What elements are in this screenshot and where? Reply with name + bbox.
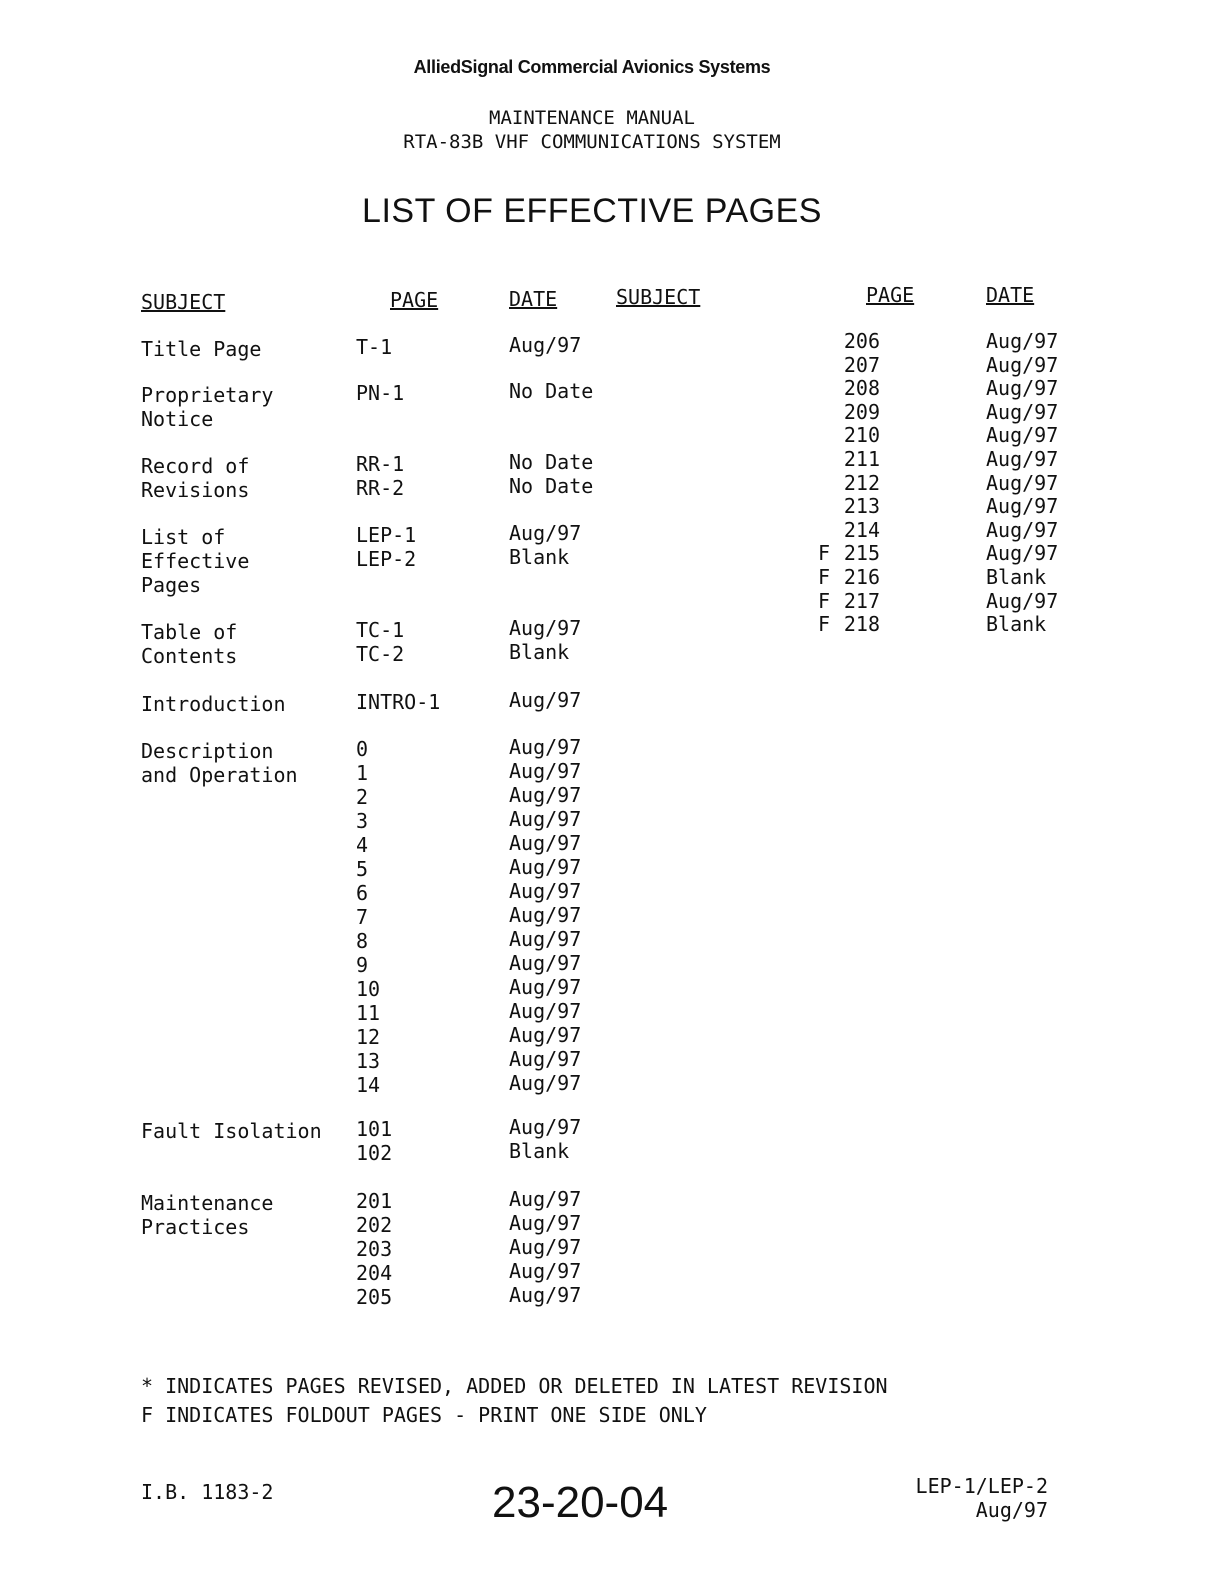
- foldout-note: F INDICATES FOLDOUT PAGES - PRINT ONE SIDE ONLY: [141, 1403, 707, 1427]
- subject-label: Notice: [141, 407, 214, 431]
- page-cell: 213: [843, 494, 880, 518]
- date-cell: Aug/97: [986, 471, 1059, 495]
- page-cell: 5: [356, 857, 369, 881]
- date-cell: Aug/97: [986, 541, 1059, 565]
- page-cell: 218: [843, 612, 880, 636]
- date-cell: Blank: [986, 612, 1047, 636]
- page-title: LIST OF EFFECTIVE PAGES: [362, 192, 822, 230]
- page-cell: 206: [843, 329, 880, 353]
- date-cell: Aug/97: [509, 807, 582, 831]
- page-cell: 2: [356, 785, 369, 809]
- page-cell: 209: [843, 400, 880, 424]
- date-cell: Aug/97: [986, 518, 1059, 542]
- date-cell: Aug/97: [509, 333, 582, 357]
- date-cell: Blank: [509, 1139, 570, 1163]
- page-cell: TC-2: [356, 642, 405, 666]
- foldout-mark: F: [818, 565, 831, 589]
- date-cell: Aug/97: [986, 329, 1059, 353]
- subject-header-left: SUBJECT: [141, 290, 226, 314]
- date-cell: Aug/97: [509, 1259, 582, 1283]
- date-cell: Aug/97: [509, 1187, 582, 1211]
- page-cell: 0: [356, 737, 369, 761]
- date-cell: Aug/97: [509, 1071, 582, 1095]
- page-cell: 210: [843, 423, 880, 447]
- page-cell: 10: [356, 977, 381, 1001]
- date-cell: Aug/97: [509, 521, 582, 545]
- date-cell: Aug/97: [509, 1023, 582, 1047]
- date-cell: Aug/97: [509, 831, 582, 855]
- page-cell: 203: [356, 1237, 393, 1261]
- date-cell: Aug/97: [986, 494, 1059, 518]
- subject-label: Introduction: [141, 692, 286, 716]
- date-cell: Aug/97: [509, 1211, 582, 1235]
- date-cell: Aug/97: [986, 400, 1059, 424]
- date-cell: No Date: [509, 474, 594, 498]
- page-date: Aug/97: [975, 1498, 1048, 1522]
- page-cell: 3: [356, 809, 369, 833]
- date-cell: Aug/97: [986, 376, 1059, 400]
- page-cell: 1: [356, 761, 369, 785]
- subject-label: Practices: [141, 1215, 250, 1239]
- page-cell: INTRO-1: [356, 690, 441, 714]
- page-cell: T-1: [356, 335, 393, 359]
- date-cell: Aug/97: [509, 855, 582, 879]
- system-title: RTA-83B VHF COMMUNICATIONS SYSTEM: [403, 131, 781, 153]
- page-header-right: PAGE: [866, 283, 915, 307]
- subject-header-right: SUBJECT: [616, 285, 701, 309]
- date-cell: Aug/97: [986, 589, 1059, 613]
- date-cell: Aug/97: [509, 735, 582, 759]
- page-cell: RR-1: [356, 452, 405, 476]
- date-cell: Blank: [509, 640, 570, 664]
- date-cell: Aug/97: [509, 903, 582, 927]
- date-cell: No Date: [509, 450, 594, 474]
- subject-label: Contents: [141, 644, 238, 668]
- date-cell: Aug/97: [509, 1115, 582, 1139]
- page-cell: TC-1: [356, 618, 405, 642]
- page-cell: 212: [843, 471, 880, 495]
- manual-heading: [0, 106, 1184, 154]
- page-cell: LEP-1: [356, 523, 417, 547]
- page-cell: 216: [843, 565, 880, 589]
- page-cell: 9: [356, 953, 369, 977]
- page-header-left: PAGE: [390, 288, 439, 312]
- foldout-mark: F: [818, 589, 831, 613]
- date-cell: Aug/97: [986, 353, 1059, 377]
- date-cell: Aug/97: [509, 1047, 582, 1071]
- subject-label: Table of: [141, 620, 238, 644]
- page-cell: 11: [356, 1001, 381, 1025]
- page-cell: 13: [356, 1049, 381, 1073]
- foldout-mark: F: [818, 541, 831, 565]
- date-cell: Aug/97: [509, 951, 582, 975]
- page-cell: PN-1: [356, 381, 405, 405]
- page-cell: 4: [356, 833, 369, 857]
- date-cell: Aug/97: [509, 688, 582, 712]
- subject-label: Maintenance: [141, 1191, 274, 1215]
- date-cell: Aug/97: [509, 975, 582, 999]
- date-cell: Aug/97: [509, 1283, 582, 1307]
- company-name: AlliedSignal Commercial Avionics Systems: [413, 57, 771, 77]
- date-header-right: DATE: [986, 283, 1035, 307]
- page-cell: 101: [356, 1117, 393, 1141]
- date-cell: Aug/97: [509, 1235, 582, 1259]
- document-number: 23-20-04: [492, 1478, 669, 1527]
- page-cell: 205: [356, 1285, 393, 1309]
- subject-label: Record of: [141, 454, 250, 478]
- subject-label: List of: [141, 525, 226, 549]
- date-cell: Blank: [986, 565, 1047, 589]
- ib-number: I.B. 1183-2: [141, 1480, 274, 1504]
- page-cell: 102: [356, 1141, 393, 1165]
- date-cell: Blank: [509, 545, 570, 569]
- subject-label: Proprietary: [141, 383, 274, 407]
- subject-label: Fault Isolation: [141, 1119, 322, 1143]
- page-cell: 7: [356, 905, 369, 929]
- date-cell: Aug/97: [509, 879, 582, 903]
- page-cell: 211: [843, 447, 880, 471]
- page-cell: 217: [843, 589, 880, 613]
- page-cell: 12: [356, 1025, 381, 1049]
- page-cell: RR-2: [356, 476, 405, 500]
- subject-label: Description: [141, 739, 274, 763]
- date-cell: Aug/97: [509, 759, 582, 783]
- page-cell: 202: [356, 1213, 393, 1237]
- page-cell: LEP-2: [356, 547, 417, 571]
- page-cell: 207: [843, 353, 880, 377]
- page-cell: 214: [843, 518, 880, 542]
- subject-label: Pages: [141, 573, 202, 597]
- date-cell: Aug/97: [986, 423, 1059, 447]
- date-cell: No Date: [509, 379, 594, 403]
- date-cell: Aug/97: [509, 999, 582, 1023]
- foldout-mark: F: [818, 612, 831, 636]
- date-header-left: DATE: [509, 287, 558, 311]
- page-cell: 208: [843, 376, 880, 400]
- page-id: LEP-1/LEP-2: [915, 1474, 1048, 1498]
- page-identifier: [880, 1474, 1048, 1522]
- page-cell: 204: [356, 1261, 393, 1285]
- page-cell: 14: [356, 1073, 381, 1097]
- revision-note: * INDICATES PAGES REVISED, ADDED OR DELETED IN LATEST REVISION: [141, 1374, 888, 1398]
- manual-title: MAINTENANCE MANUAL: [489, 107, 695, 129]
- subject-label: Title Page: [141, 337, 262, 361]
- subject-label: Revisions: [141, 478, 250, 502]
- page-cell: 8: [356, 929, 369, 953]
- date-cell: Aug/97: [986, 447, 1059, 471]
- subject-label: and Operation: [141, 763, 298, 787]
- subject-label: Effective: [141, 549, 250, 573]
- date-cell: Aug/97: [509, 616, 582, 640]
- date-cell: Aug/97: [509, 927, 582, 951]
- page-cell: 215: [843, 541, 880, 565]
- notes: [141, 1372, 888, 1430]
- page-cell: 6: [356, 881, 369, 905]
- date-cell: Aug/97: [509, 783, 582, 807]
- page-cell: 201: [356, 1189, 393, 1213]
